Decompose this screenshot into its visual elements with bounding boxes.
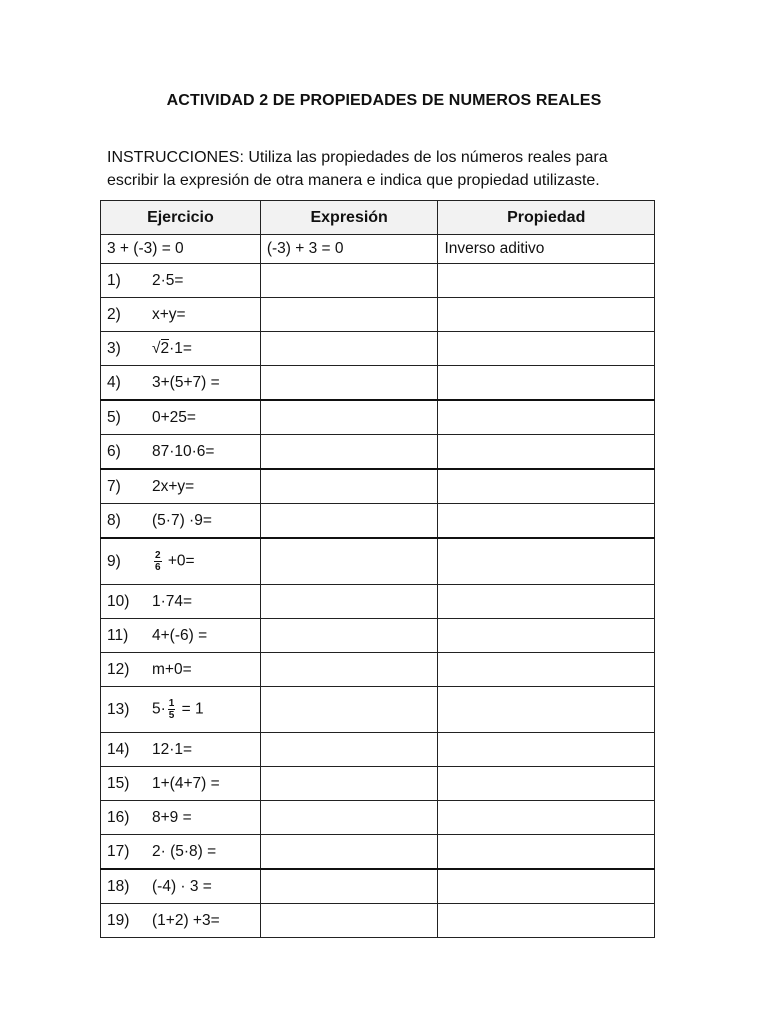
exercise-text: 2· (5·8) = [152,842,217,860]
property-answer-cell[interactable] [438,366,655,401]
exercise-cell [101,435,261,470]
expression-answer-cell[interactable] [260,767,438,801]
exercise-text: ·1= [169,339,192,357]
property-answer-cell[interactable] [438,619,655,653]
exercise-row-4 [101,366,655,401]
exercise-text: (1+2) +3= [152,911,220,929]
exercise-text: x+y= [152,305,186,323]
property-answer-cell[interactable] [438,653,655,687]
exercise-text: m+0= [152,660,192,678]
exercise-cell [101,687,261,733]
exercise-row-13 [101,687,655,733]
exercise-number: 1) [107,271,121,289]
exercise-text: 2x+y= [152,477,195,495]
exercise-text: +0= [167,552,195,570]
exercise-number: 2) [107,305,121,323]
fraction [168,698,176,721]
header-expresion: Expresión [260,201,438,235]
exercise-cell [101,767,261,801]
exercise-table [100,200,655,938]
exercise-text: 1+(4+7) = [152,774,220,792]
exercise-row-8 [101,504,655,539]
exercise-cell [101,504,261,539]
exercise-row-6 [101,435,655,470]
exercise-number: 16) [107,808,130,826]
example-row [101,235,655,264]
exercise-number: 8) [107,511,121,529]
exercise-text: = 1 [181,700,204,718]
property-answer-cell[interactable] [438,904,655,938]
exercise-cell [101,538,261,585]
expression-answer-cell[interactable] [260,733,438,767]
property-answer-cell[interactable] [438,801,655,835]
exercise-cell [101,366,261,401]
exercise-number: 18) [107,877,130,895]
exercise-cell [101,869,261,904]
fraction [154,550,162,573]
example-expression: (-3) + 3 = 0 [260,235,438,264]
property-answer-cell[interactable] [438,504,655,539]
property-answer-cell[interactable] [438,869,655,904]
exercise-cell [101,298,261,332]
exercise-text: 0+25= [152,408,196,426]
instructions [107,146,667,192]
fraction-denominator: 5 [168,710,175,721]
fraction-denominator: 6 [155,562,161,573]
property-answer-cell[interactable] [438,733,655,767]
exercise-text: 87·10·6= [152,442,215,460]
expression-answer-cell[interactable] [260,619,438,653]
expression-answer-cell[interactable] [260,435,438,470]
exercise-text: 3+(5+7) = [152,373,220,391]
exercise-cell [101,904,261,938]
exercise-number: 15) [107,774,130,792]
exercise-number: 14) [107,740,130,758]
header-propiedad: Propiedad [438,201,655,235]
expression-answer-cell[interactable] [260,469,438,504]
property-answer-cell[interactable] [438,400,655,435]
expression-answer-cell[interactable] [260,538,438,585]
exercise-text: 4+(-6) = [152,626,208,644]
exercise-cell [101,469,261,504]
property-answer-cell[interactable] [438,585,655,619]
exercise-row-17 [101,835,655,870]
exercise-row-9 [101,538,655,585]
expression-answer-cell[interactable] [260,585,438,619]
property-answer-cell[interactable] [438,264,655,298]
expression-answer-cell[interactable] [260,835,438,870]
exercise-cell [101,733,261,767]
expression-answer-cell[interactable] [260,904,438,938]
exercise-row-5 [101,400,655,435]
exercise-row-15 [101,767,655,801]
exercise-text: (5·7) ·9= [152,511,212,529]
table-header-row [101,201,655,235]
exercise-text: 2·5= [152,271,184,289]
exercise-row-19 [101,904,655,938]
worksheet-title: ACTIVIDAD 2 DE PROPIEDADES DE NUMEROS REALES [166,92,602,109]
exercise-row-14 [101,733,655,767]
expression-answer-cell[interactable] [260,653,438,687]
fraction-numerator: 2 [155,550,161,561]
exercise-row-2 [101,298,655,332]
property-answer-cell[interactable] [438,835,655,870]
exercise-number: 3) [107,339,121,357]
exercise-cell [101,653,261,687]
exercise-cell [101,585,261,619]
exercise-text: 8+9 = [152,808,192,826]
exercise-row-3 [101,332,655,366]
square-root-sign: √ [152,339,161,357]
property-answer-cell[interactable] [438,469,655,504]
exercise-row-10 [101,585,655,619]
instructions-line-2: escribir la expresión de otra manera e indica que propiedad utilizaste. [107,172,600,189]
exercise-row-1 [101,264,655,298]
exercise-text: (-4) · 3 = [152,877,212,895]
property-answer-cell[interactable] [438,687,655,733]
exercise-number: 5) [107,408,121,426]
exercise-number: 7) [107,477,121,495]
exercise-number: 6) [107,442,121,460]
exercise-cell [101,264,261,298]
exercise-number: 11) [107,626,129,644]
exercise-cell [101,801,261,835]
exercise-text: 1·74= [152,592,193,610]
example-exercise: 3 + (-3) = 0 [101,235,261,264]
expression-answer-cell[interactable] [260,366,438,401]
exercise-prefix: 5· [152,700,166,718]
exercise-number: 19) [107,911,130,929]
exercise-number: 13) [107,700,130,718]
exercise-number: 17) [107,842,130,860]
exercise-text: 12·1= [152,740,193,758]
exercise-number: 10) [107,592,130,610]
property-answer-cell[interactable] [438,332,655,366]
instructions-line-1: INSTRUCCIONES: Utiliza las propiedades de los números reales para [107,149,608,166]
expression-answer-cell[interactable] [260,400,438,435]
exercise-cell [101,835,261,870]
property-answer-cell[interactable] [438,298,655,332]
expression-answer-cell[interactable] [260,869,438,904]
expression-answer-cell[interactable] [260,332,438,366]
header-ejercicio: Ejercicio [101,201,261,235]
exercise-cell [101,400,261,435]
fraction-numerator: 1 [168,698,175,709]
expression-answer-cell[interactable] [260,801,438,835]
exercise-row-12 [101,653,655,687]
exercise-row-16 [101,801,655,835]
property-answer-cell[interactable] [438,538,655,585]
expression-answer-cell[interactable] [260,504,438,539]
exercise-number: 9) [107,552,121,570]
exercise-number: 4) [107,373,121,391]
expression-answer-cell[interactable] [260,298,438,332]
exercise-row-18 [101,869,655,904]
exercise-cell [101,619,261,653]
expression-answer-cell[interactable] [260,687,438,733]
expression-answer-cell[interactable] [260,264,438,298]
example-property: Inverso aditivo [438,235,655,264]
exercise-row-7 [101,469,655,504]
exercise-number: 12) [107,660,130,678]
square-root-radicand: 2 [160,339,170,357]
property-answer-cell[interactable] [438,767,655,801]
exercise-row-11 [101,619,655,653]
exercise-cell [101,332,261,366]
property-answer-cell[interactable] [438,435,655,470]
